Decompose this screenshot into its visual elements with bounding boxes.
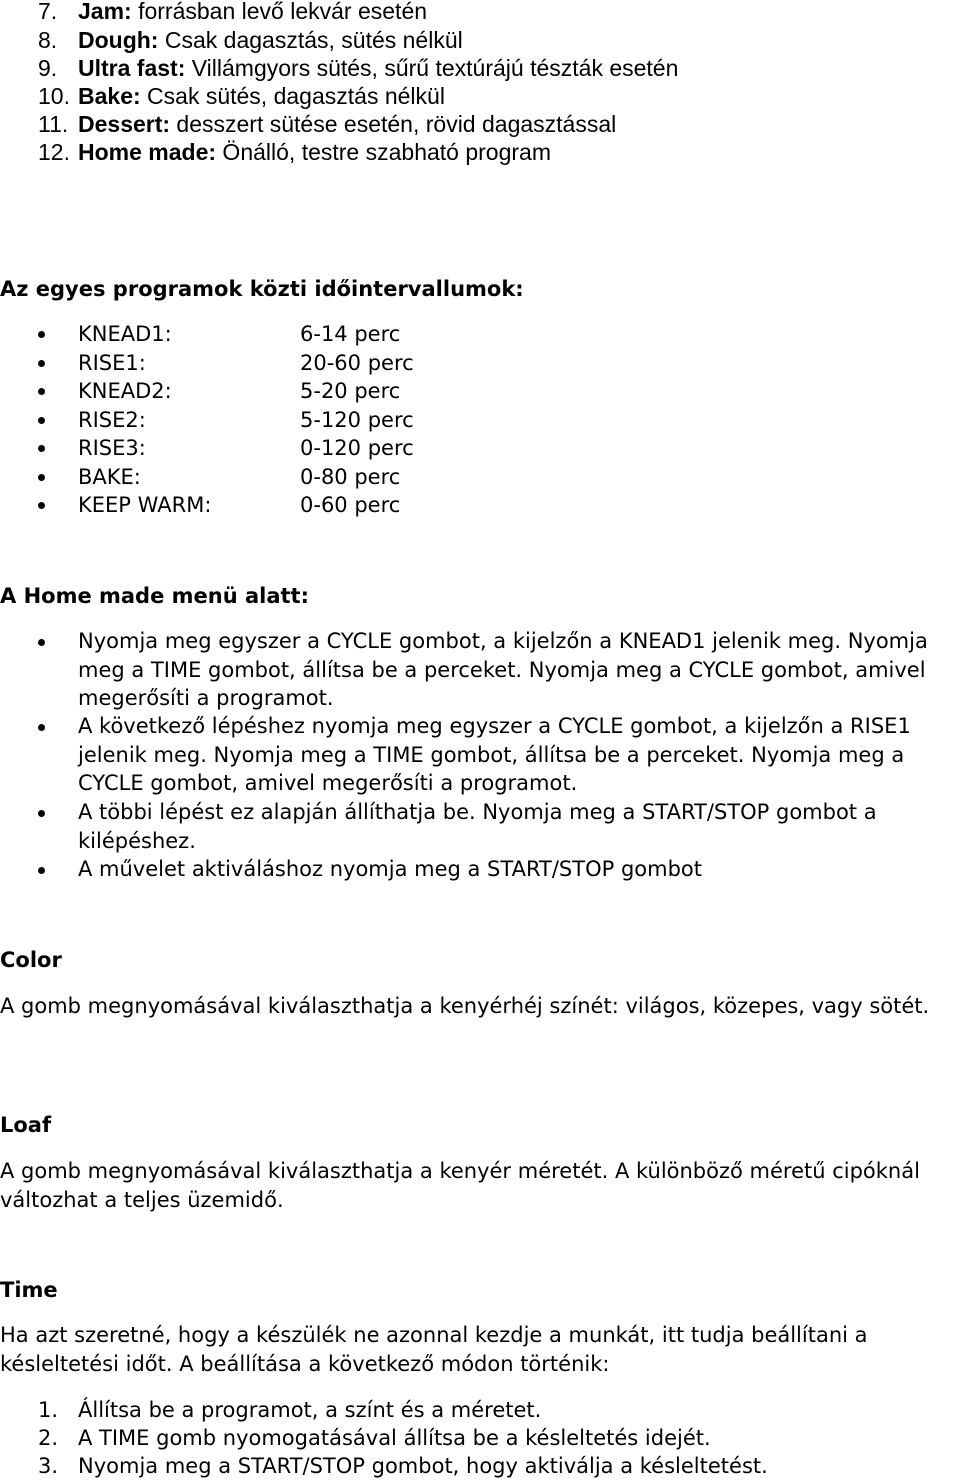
program-name: Dessert: [78, 111, 171, 137]
interval-label: RISE3: [78, 436, 146, 460]
bullet-icon [38, 867, 45, 874]
bullet-icon [38, 360, 45, 367]
home-made-item: A művelet aktiváláshoz nyomja meg a START/STOP gombot [78, 857, 702, 881]
program-desc: Villámgyors sütés, sűrű textúrájú tészták esetén [185, 55, 679, 81]
interval-value: 6-14 perc [300, 322, 401, 346]
bullet-icon [38, 724, 45, 731]
color-text: A gomb megnyomásával kiválaszthatja a kenyérhéj színét: világos, közepes, vagy sötét. [0, 994, 930, 1018]
interval-label: RISE2: [78, 407, 146, 432]
time-text: Ha azt szeretné, hogy a készülék ne azonnal kezdje a munkát, itt tudja beállítani a késleltetési időt. A beállítása a következő módon történik: [0, 1323, 868, 1376]
bullet-icon [38, 331, 45, 338]
step-number: 3. [38, 1454, 59, 1478]
program-number: 12. [38, 139, 70, 165]
home-made-item: A többi lépést ez alapján állíthatja be. Nyomja meg a START/STOP gombot a kilépéshez. [78, 800, 877, 853]
interval-value: 0-60 perc [300, 493, 401, 517]
bullet-icon [38, 474, 45, 481]
program-desc: Csak sütés, dagasztás nélkül [140, 83, 445, 109]
program-number: 8. [38, 27, 58, 53]
home-made-item: A következő lépéshez nyomja meg egyszer a CYCLE gombot, a kijelzőn a RISE1 jelenik meg. Nyomja meg a TIME gombot, állítsa be a perceket. Nyomja meg a CYCLE gombot, amivel megerősíti a programot. [78, 714, 911, 795]
program-name: Ultra fast: [78, 55, 186, 81]
interval-value: 0-120 perc [300, 436, 414, 460]
intervals-heading: Az egyes programok közti időintervallumok: [0, 277, 524, 301]
program-number: 10. [38, 83, 70, 109]
program-number: 7. [38, 0, 58, 24]
time-heading: Time [0, 1278, 58, 1302]
interval-label: KEEP WARM: [78, 493, 212, 517]
interval-value: 5-120 perc [300, 407, 414, 432]
program-desc: forrásban levő lekvár esetén [131, 0, 428, 24]
loaf-text: A gomb megnyomásával kiválaszthatja a kenyér méretét. A különböző méretű cipóknál változhat a teljes üzemidő. [0, 1159, 920, 1212]
program-desc: desszert sütése esetén, rövid dagasztással [170, 111, 617, 137]
step-number: 2. [38, 1426, 59, 1450]
program-desc: Csak dagasztás, sütés nélkül [158, 27, 463, 53]
bullet-icon [38, 502, 45, 509]
bullet-icon [38, 445, 45, 452]
interval-value: 0-80 perc [300, 464, 401, 489]
interval-label: RISE1: [78, 350, 146, 375]
program-name: Jam: [78, 0, 132, 24]
step-text: Állítsa be a programot, a színt és a méretet. [78, 1398, 542, 1422]
step-number: 1. [38, 1398, 59, 1422]
step-text: Nyomja meg a START/STOP gombot, hogy aktiválja a késleltetést. [78, 1454, 768, 1478]
interval-value: 5-20 perc [300, 379, 401, 403]
program-name: Home made: [78, 139, 217, 165]
bullet-icon [38, 388, 45, 395]
interval-label: BAKE: [78, 464, 141, 489]
home-made-heading: A Home made menü alatt: [0, 584, 309, 608]
bullet-icon [38, 810, 45, 817]
color-heading: Color [0, 948, 62, 972]
program-name: Dough: [78, 27, 159, 53]
interval-label: KNEAD2: [78, 379, 172, 403]
bullet-icon [38, 417, 45, 424]
interval-label: KNEAD1: [78, 322, 172, 346]
bullet-icon [38, 639, 45, 646]
program-desc: Önálló, testre szabható program [216, 139, 551, 165]
step-text: A TIME gomb nyomogatásával állítsa be a késleltetés idejét. [78, 1426, 711, 1450]
loaf-heading: Loaf [0, 1113, 52, 1137]
program-number: 11. [38, 111, 69, 137]
home-made-item: Nyomja meg egyszer a CYCLE gombot, a kijelzőn a KNEAD1 jelenik meg. Nyomja meg a TIME gombot, állítsa be a perceket. Nyomja meg a CYCLE gombot, amivel megerősíti a programot. [78, 629, 928, 710]
program-number: 9. [38, 55, 58, 81]
program-name: Bake: [78, 83, 141, 109]
interval-value: 20-60 perc [300, 350, 414, 375]
